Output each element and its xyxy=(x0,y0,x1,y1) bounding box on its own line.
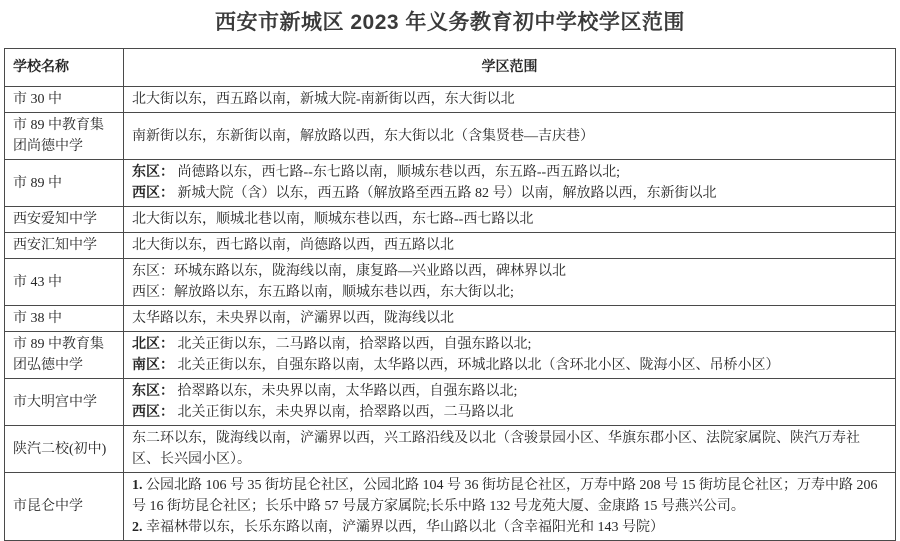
district-text: 东区：环城东路以东，陇海线以南，康复路—兴业路以西，碑林界以北 xyxy=(132,264,566,279)
school-name-cell: 陕汽二校(初中) xyxy=(5,426,124,473)
district-text: 拾翠路以东，未央界以南，太华路以西，自强东路以北; xyxy=(177,384,518,399)
school-name-cell: 市 38 中 xyxy=(5,306,124,332)
region-label: 西区： xyxy=(132,405,178,420)
table-row xyxy=(5,473,896,541)
district-text: 南新街以东，东新街以南，解放路以西，东大街以北（含集贤巷—吉庆巷） xyxy=(132,128,594,144)
district-line xyxy=(132,282,887,303)
table-row xyxy=(5,306,896,332)
district-text: 北大街以东，西七路以南，尚德路以西，西五路以北 xyxy=(132,238,454,253)
region-label: 东区： xyxy=(132,165,178,180)
district-text: 北关正街以东，二马路以南，拾翠路以西，自强东路以北; xyxy=(177,337,532,352)
district-line xyxy=(132,428,887,470)
district-text: 北关正街以东，未央界以南，拾翠路以西，二马路以北 xyxy=(177,405,514,420)
district-text: 新城大院（含）以东，西五路（解放路至西五路 82 号）以南，解放路以西，东新街以北 xyxy=(177,186,717,201)
table-row xyxy=(5,426,896,473)
school-district-table xyxy=(4,48,896,541)
district-text: 幸福林带以东，长乐东路以南，浐灞界以西，华山路以北（含幸福阳光和 143 号院） xyxy=(146,520,664,535)
table-row xyxy=(5,113,896,160)
table-row xyxy=(5,87,896,113)
district-text: 西区：解放路以东，东五路以南，顺城东巷以西，东大街以北; xyxy=(132,285,514,300)
district-line xyxy=(132,126,887,147)
school-name-cell: 市 89 中教育集团尚德中学 xyxy=(5,113,124,160)
district-line xyxy=(132,183,887,204)
district-line xyxy=(132,355,887,376)
district-range-cell xyxy=(124,87,896,113)
district-line xyxy=(132,475,887,517)
region-label: 2. xyxy=(132,520,146,535)
district-range-cell xyxy=(124,259,896,306)
region-label: 北区： xyxy=(132,337,178,352)
district-line xyxy=(132,89,887,110)
school-name-cell: 西安汇知中学 xyxy=(5,233,124,259)
school-name-cell: 西安爱知中学 xyxy=(5,207,124,233)
district-line xyxy=(132,235,887,256)
table-body xyxy=(5,87,896,541)
school-name-cell: 市大明宫中学 xyxy=(5,379,124,426)
district-range-cell xyxy=(124,207,896,233)
district-range-cell xyxy=(124,160,896,207)
table-row xyxy=(5,207,896,233)
page-title: 西安市新城区 2023 年义务教育初中学校学区范围 xyxy=(215,11,685,34)
district-line xyxy=(132,162,887,183)
school-name-cell: 市 43 中 xyxy=(5,259,124,306)
region-label: 东区： xyxy=(132,384,178,399)
school-name-cell: 市昆仑中学 xyxy=(5,473,124,541)
table-header-row xyxy=(5,49,896,87)
region-label: 西区： xyxy=(132,186,178,201)
region-label: 1. xyxy=(132,478,146,493)
district-text: 北关正街以东，自强东路以南，太华路以西，环城北路以北（含环北小区、陇海小区、吊桥小区） xyxy=(177,358,780,373)
document-page xyxy=(0,8,900,535)
district-text: 公园北路 106 号 35 街坊昆仑社区，公园北路 104 号 36 街坊昆仑社区，万寿中路 208 号 15 街坊昆仑社区；万寿中路 206 号 16 街坊昆仑社区；长乐中路 57 号晟方家属院;长乐中路 132 号龙苑大厦、金康路 15 号燕兴公司。 xyxy=(132,478,878,514)
district-text: 太华路以东，未央界以南，浐灞界以西，陇海线以北 xyxy=(132,311,454,326)
school-name-cell: 市 89 中教育集团弘德中学 xyxy=(5,332,124,379)
district-range-cell xyxy=(124,113,896,160)
region-label: 南区： xyxy=(132,358,178,373)
district-line xyxy=(132,261,887,282)
district-line xyxy=(132,308,887,329)
district-line xyxy=(132,402,887,423)
district-text: 北大街以东，顺城北巷以南，顺城东巷以西，东七路--西七路以北 xyxy=(132,212,534,227)
district-line xyxy=(132,209,887,230)
district-text: 北大街以东，西五路以南，新城大院-南新街以西，东大街以北 xyxy=(132,92,515,107)
district-line xyxy=(132,334,887,355)
district-range-cell xyxy=(124,332,896,379)
header-school-name: 学校名称 xyxy=(5,49,124,87)
header-district-range: 学区范围 xyxy=(124,49,896,87)
table-row xyxy=(5,332,896,379)
school-name-cell: 市 89 中 xyxy=(5,160,124,207)
district-range-cell xyxy=(124,306,896,332)
school-name-cell: 市 30 中 xyxy=(5,87,124,113)
table-row xyxy=(5,233,896,259)
district-range-cell xyxy=(124,426,896,473)
district-line xyxy=(132,517,887,538)
table-row xyxy=(5,379,896,426)
district-range-cell xyxy=(124,379,896,426)
district-line xyxy=(132,381,887,402)
table-row xyxy=(5,160,896,207)
district-range-cell xyxy=(124,233,896,259)
district-text: 东二环以东，陇海线以南，浐灞界以西，兴工路沿线及以北（含骏景园小区、华旗东郡小区、法院家属院、陕汽万寿社区、长兴园小区）。 xyxy=(132,431,860,467)
district-range-cell xyxy=(124,473,896,541)
table-row xyxy=(5,259,896,306)
district-text: 尚德路以东，西七路--东七路以南，顺城东巷以西，东五路--西五路以北; xyxy=(177,165,621,180)
